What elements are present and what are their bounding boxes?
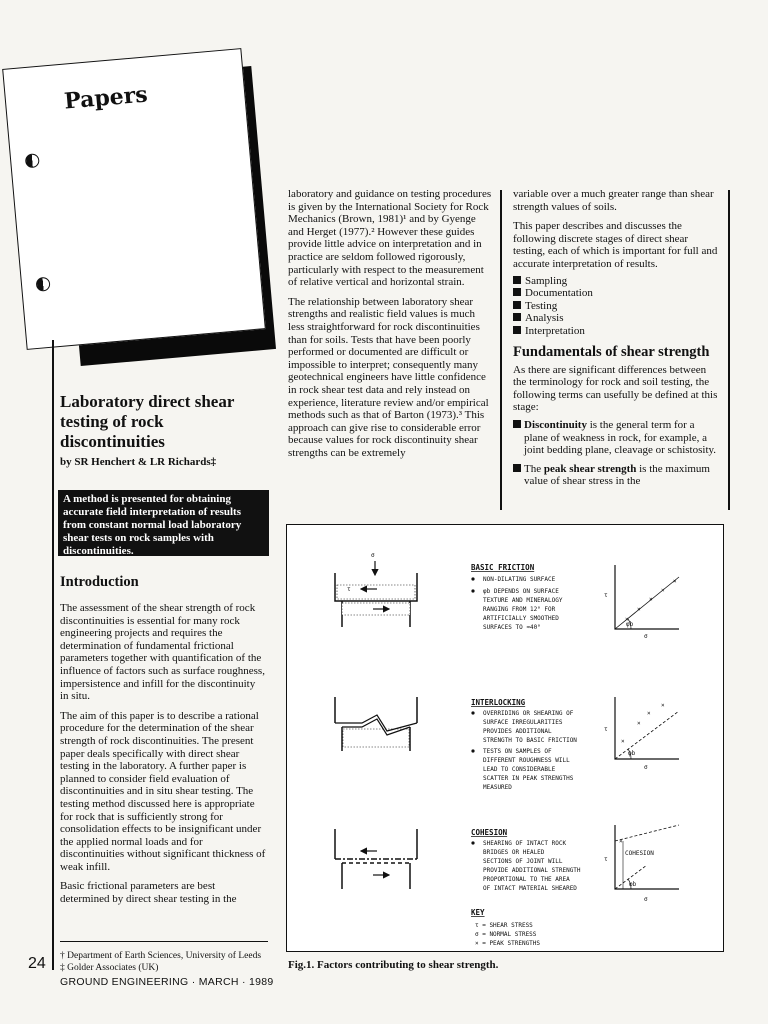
interlocking-specimen: [335, 697, 417, 751]
note-line: ARTIFICIALLY SMOOTHED: [483, 615, 559, 622]
note-line: OF INTACT MATERIAL SHEARED: [483, 885, 577, 892]
peak-point: ×: [649, 596, 653, 603]
column-rule: [500, 190, 502, 510]
column-rule: [52, 340, 54, 970]
fundamentals-heading: Fundamentals of shear strength: [513, 343, 710, 360]
note-line: SURFACE IRREGULARITIES: [483, 719, 563, 726]
note-line: NON-DILATING SURFACE: [483, 576, 556, 583]
friction-line: [615, 711, 679, 759]
binder-ring-icon: [36, 277, 51, 292]
section-title: Papers: [63, 81, 149, 115]
list-item: Interpretation: [513, 325, 719, 338]
footnote: † Department of Earth Sciences, University of Leeds: [60, 951, 262, 961]
binder-ring-icon: [25, 153, 40, 168]
note-line: SECTIONS OF JOINT WILL: [483, 858, 563, 865]
note-line: BRIDGES OR HEALED: [483, 849, 545, 856]
paragraph: This paper describes and discusses the following discrete stages of direct shear testing, each of which is important for full and accurate interpretation of results.: [513, 220, 718, 270]
tau-symbol: τ: [604, 592, 608, 599]
list-item: Sampling: [513, 275, 719, 288]
definition-discontinuity: [513, 419, 719, 457]
basic-friction-graph: [604, 565, 679, 640]
note-line: PROPORTIONAL TO THE AREA: [483, 876, 570, 883]
definition-prefix: The: [524, 462, 544, 475]
figure-key: [471, 908, 540, 947]
peak-point: ×: [661, 702, 665, 709]
paragraph: The aim of this paper is to describe a rational procedure for the determination of the shear strength of rock discontinuities. The present paper deals specifically with direct shear testing in the laboratory. A further paper is planned to consider field evaluation of discontinuities and in situ shear testing. The testing method discussed here is appropriate for rock that is sufficiently strong for consolidation effects to be insignificant under the applied normal loads and for discontinuities without significant thickness of weak infill.: [60, 709, 266, 873]
basic-friction-specimen: [335, 552, 417, 627]
sigma-symbol: σ: [644, 764, 648, 771]
tau-symbol: τ: [604, 856, 608, 863]
introduction-body: [60, 602, 266, 913]
basic-friction-notes: [471, 563, 563, 631]
peak-point: ×: [637, 606, 641, 613]
note-line: SHEARING OF INTACT ROCK: [483, 840, 567, 847]
term: Discontinuity: [524, 418, 587, 431]
paragraph: The relationship between laboratory shear strengths and realistic field values is much less straightforward for rock discontinuities than for soils. Tests that have been poorly performed or documented are difficult or impossible to interpret; consequently many geotechnical engineers have little confidence in rock shear test data and rely instead on experience, literature review and/or empirical methods such as that of Barton (1973).³ This approach can give rise to considerable error because values for rock discontinuity shear strengths can be extremely: [288, 295, 489, 459]
papers-folder-graphic: [2, 48, 266, 350]
term: peak shear strength: [543, 462, 637, 475]
cohesion-heading: COHESION: [471, 828, 508, 837]
note-line: TEXTURE AND MINERALOGY: [483, 597, 563, 604]
interlocking-graph: [604, 697, 679, 771]
footnote-rule: [60, 941, 268, 942]
list-item: Analysis: [513, 312, 719, 325]
footnote: ‡ Golder Associates (UK): [60, 963, 159, 973]
byline: by SR Henchert & LR Richards‡: [60, 456, 217, 468]
interlocking-heading: INTERLOCKING: [471, 698, 526, 707]
note-line: SURFACES TO ≈40°: [483, 624, 541, 631]
figure-1: [286, 524, 724, 952]
peak-point: ×: [647, 710, 651, 717]
note-line: LEAD TO CONSIDERABLE: [483, 766, 556, 773]
figure-diagram: [287, 525, 722, 950]
note-line: OVERRIDING OR SHEARING OF: [483, 710, 574, 717]
note-line: PROVIDE ADDITIONAL STRENGTH: [483, 867, 581, 874]
note-line: MEASURED: [483, 784, 512, 791]
interlocking-notes: [471, 698, 577, 791]
article-title: Laboratory direct shear testing of rock discontinuities: [60, 392, 235, 451]
basic-friction-heading: BASIC FRICTION: [471, 563, 535, 572]
journal-footer: GROUND ENGINEERING · MARCH · 1989: [60, 976, 274, 988]
sigma-symbol: σ: [644, 896, 648, 903]
introduction-heading: Introduction: [60, 574, 139, 590]
tau-symbol: τ: [347, 586, 351, 593]
definition-text: is the general term for a plane of weakness in rock, for example, a joint bedding plane, cleavage or schistosity.: [524, 418, 717, 457]
sigma-symbol: σ: [644, 633, 648, 640]
note-line: SCATTER IN PEAK STRENGTHS: [483, 775, 574, 782]
figure-caption: Fig.1. Factors contributing to shear strength.: [288, 959, 499, 971]
note-line: RANGING FROM 12° FOR: [483, 606, 556, 613]
stages-list: [513, 275, 719, 338]
footnotes: [60, 950, 261, 974]
paragraph: Basic frictional parameters are best determined by direct shear testing in the: [60, 880, 237, 906]
note-line: φb DEPENDS ON SURFACE: [483, 588, 559, 595]
page-number: 24: [28, 955, 46, 972]
column-rule: [728, 190, 730, 510]
phi-b-symbol: φb: [626, 621, 634, 628]
abstract: A method is presented for obtaining accurate field interpretation of results from constant normal load laboratory shear tests on rock samples with discontinuities.: [58, 490, 269, 556]
list-item: Documentation: [513, 287, 719, 300]
note-line: PROVIDES ADDITIONAL: [483, 728, 552, 735]
note-line: TESTS ON SAMPLES OF: [483, 748, 552, 755]
phi-b-symbol: φb: [628, 750, 636, 757]
peak-point: ×: [661, 587, 665, 594]
key-item: × = PEAK STRENGTHS: [475, 940, 541, 947]
paragraph: variable over a much greater range than shear strength values of soils.: [513, 188, 714, 213]
cohesion-graph: [604, 825, 679, 903]
peak-point: ×: [673, 578, 677, 585]
peak-point: ×: [625, 616, 629, 623]
key-item: τ = SHEAR STRESS: [475, 922, 533, 929]
peak-point: ×: [619, 838, 623, 845]
paragraph: laboratory and guidance on testing procedures is given by the International Society for Rock Mechanics (Brown, 1981)¹ and by Gyenge and Herget (1977).² However these guides provide little advice on interpretation and in practice are seldom followed rigorously, particularly with respect to the measurement of relative vertical and horizontal strain.: [288, 188, 492, 289]
cohesion-notes: [471, 828, 581, 892]
tau-symbol: τ: [604, 726, 608, 733]
cohesion-line: [615, 825, 679, 841]
paragraph: As there are significant differences between the terminology for rock and soil testing, the following terms can usefully be defined at this stage:: [513, 363, 718, 414]
definition-peak-shear-strength: [513, 463, 719, 488]
cohesion-graph-label: COHESION: [625, 850, 654, 857]
peak-point: ×: [637, 720, 641, 727]
key-heading: KEY: [471, 908, 485, 917]
definition-text: is the maximum value of shear stress in the: [524, 462, 710, 488]
list-item: Testing: [513, 300, 719, 313]
right-column-body: [513, 188, 719, 494]
peak-point: ×: [621, 738, 625, 745]
note-line: DIFFERENT ROUGHNESS WILL: [483, 757, 570, 764]
note-line: STRENGTH TO BASIC FRICTION: [483, 737, 577, 744]
paragraph: The assessment of the shear strength of rock discontinuities is essential for many rock engineering projects and requires the determination of fundamental frictional parameters together with quantification of the influence of factors such as surface roughness, impersistence and infill for the discontinuity in situ.: [60, 602, 265, 703]
key-item: σ = NORMAL STRESS: [475, 931, 537, 938]
cohesion-specimen: [335, 829, 417, 889]
middle-column-body: [288, 188, 492, 466]
sigma-symbol: σ: [371, 552, 375, 559]
phi-b-symbol: φb: [629, 881, 637, 888]
